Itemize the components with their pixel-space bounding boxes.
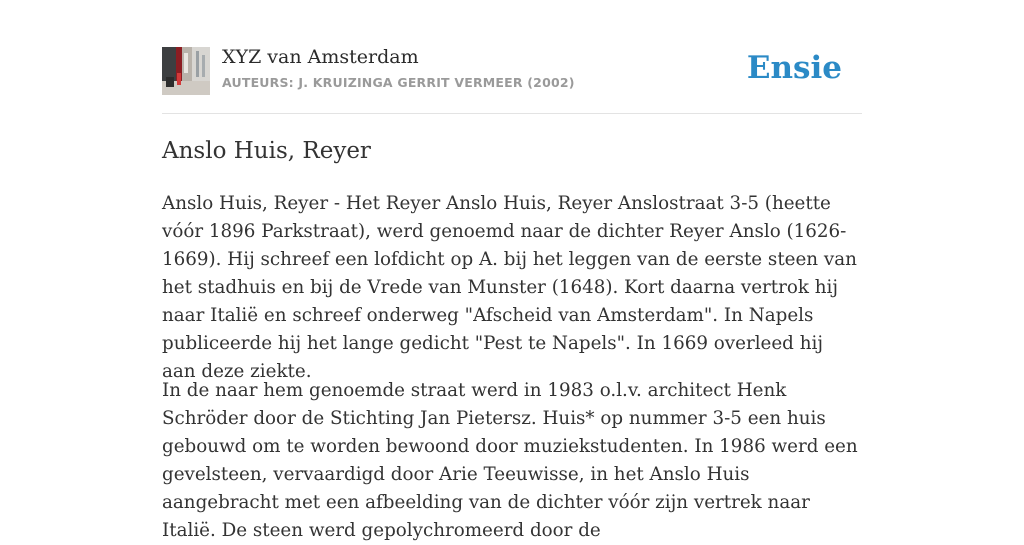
book-authors: AUTEURS: J. KRUIZINGA GERRIT VERMEER (2002) bbox=[222, 75, 575, 90]
entry-paragraph-1: Anslo Huis, Reyer - Het Reyer Anslo Huis, Reyer Anslostraat 3-5 (heette vóór 1896 Parkstraat), werd genoemd naar de dichter Reyer Anslo (1626-1669). Hij schreef een lofdicht op A. bij het leggen van de eerste steen van het stadhuis en bij de Vrede van Munster (1648). Kort daarna vertrok hij naar Italië en schreef onderweg "Afscheid van Amsterdam". In Napels publiceerde hij het lange gedicht "Pest te Napels". In 1669 overleed hij aan deze ziekte. bbox=[162, 193, 857, 382]
book-cover-avatar[interactable] bbox=[162, 47, 210, 95]
entry-paragraph-2: In de naar hem genoemde straat werd in 1983 o.l.v. architect Henk Schröder door de Stichting Jan Pietersz. Huis* op nummer 3-5 een huis gebouwd om te worden bewoond door muziekstudenten. In 1986 werd een gevelsteen, vervaardigd door Arie Teeuwisse, in het Anslo Huis aangebracht met een afbeelding van de dichter vóór zijn vertrek naar Italië. De steen werd gepolychromeerd door de bbox=[162, 380, 858, 541]
book-cover-image bbox=[162, 47, 210, 95]
ensie-logo[interactable]: Ensie bbox=[746, 50, 842, 86]
entry-title: Anslo Huis, Reyer bbox=[162, 138, 371, 164]
book-title[interactable]: XYZ van Amsterdam bbox=[222, 46, 419, 68]
content-container bbox=[162, 0, 862, 541]
book-header bbox=[162, 0, 862, 114]
